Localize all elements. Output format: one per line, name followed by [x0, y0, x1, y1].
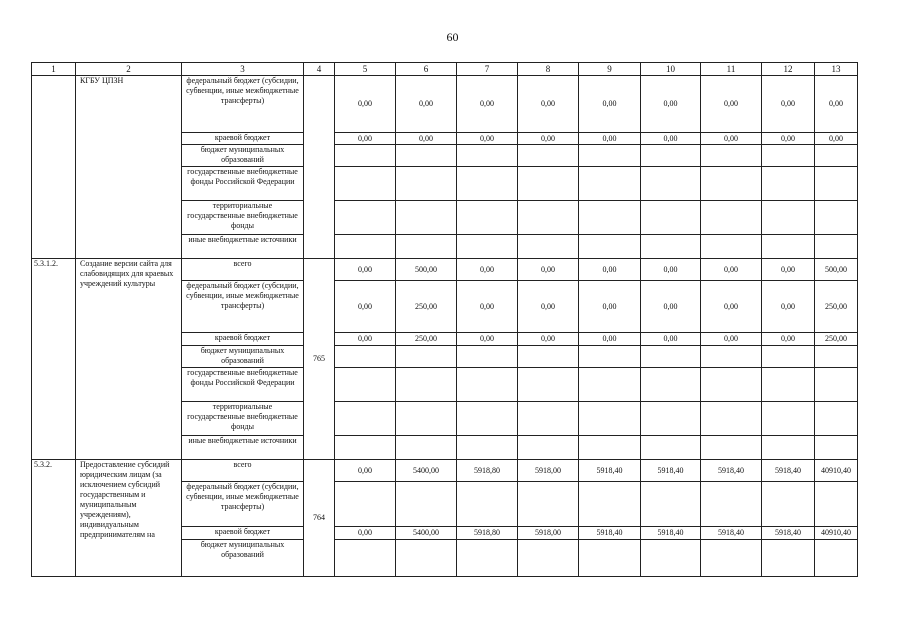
- value-cell: [815, 402, 858, 436]
- value-cell: 0,00: [335, 281, 396, 333]
- value-cell: 5918,00: [518, 527, 579, 540]
- value-cell: [762, 436, 815, 460]
- value-cell: [762, 540, 815, 577]
- value-cell: [335, 145, 396, 167]
- value-cell: [335, 482, 396, 527]
- value-cell: [335, 201, 396, 235]
- value-cell: 0,00: [641, 133, 701, 145]
- value-cell: [579, 368, 641, 402]
- header-row: [32, 63, 858, 76]
- value-cell: 5918,00: [518, 460, 579, 482]
- item-name: КГБУ ЦПЗН: [76, 76, 182, 259]
- value-cell: [396, 167, 457, 201]
- value-cell: 0,00: [518, 281, 579, 333]
- value-cell: 250,00: [815, 281, 858, 333]
- value-cell: 0,00: [335, 527, 396, 540]
- value-cell: [579, 540, 641, 577]
- funding-source: бюджет муниципальных образований: [182, 540, 304, 577]
- budget-table: [31, 62, 858, 577]
- value-cell: [335, 402, 396, 436]
- value-cell: [815, 201, 858, 235]
- value-cell: [579, 402, 641, 436]
- column-4-value: 765: [304, 259, 335, 460]
- value-cell: 0,00: [579, 281, 641, 333]
- value-cell: 0,00: [335, 259, 396, 281]
- table-row: [32, 76, 858, 133]
- funding-source: краевой бюджет: [182, 333, 304, 346]
- column-4-value: 764: [304, 460, 335, 577]
- value-cell: 0,00: [762, 76, 815, 133]
- value-cell: 250,00: [396, 333, 457, 346]
- value-cell: 5918,40: [641, 460, 701, 482]
- funding-source: территориальные государственные внебюджетные фонды: [182, 402, 304, 436]
- value-cell: 5918,40: [762, 460, 815, 482]
- value-cell: 0,00: [762, 333, 815, 346]
- item-code: [32, 76, 76, 259]
- value-cell: [579, 482, 641, 527]
- value-cell: [762, 145, 815, 167]
- value-cell: 0,00: [457, 76, 518, 133]
- value-cell: [641, 482, 701, 527]
- value-cell: 0,00: [335, 460, 396, 482]
- value-cell: [335, 368, 396, 402]
- value-cell: [762, 402, 815, 436]
- value-cell: 5918,80: [457, 527, 518, 540]
- value-cell: [457, 402, 518, 436]
- value-cell: 0,00: [518, 333, 579, 346]
- value-cell: 0,00: [701, 259, 762, 281]
- value-cell: [518, 368, 579, 402]
- value-cell: 250,00: [396, 281, 457, 333]
- column-header: 12: [762, 63, 815, 76]
- value-cell: [701, 402, 762, 436]
- value-cell: [457, 346, 518, 368]
- value-cell: 0,00: [762, 281, 815, 333]
- value-cell: [579, 436, 641, 460]
- value-cell: 0,00: [701, 281, 762, 333]
- value-cell: [701, 167, 762, 201]
- value-cell: [579, 346, 641, 368]
- value-cell: 0,00: [518, 76, 579, 133]
- funding-source: государственные внебюджетные фонды Российской Федерации: [182, 167, 304, 201]
- value-cell: [701, 346, 762, 368]
- value-cell: [701, 540, 762, 577]
- value-cell: [641, 235, 701, 259]
- funding-source: краевой бюджет: [182, 133, 304, 145]
- column-header: 11: [701, 63, 762, 76]
- value-cell: [641, 436, 701, 460]
- value-cell: 0,00: [762, 133, 815, 145]
- value-cell: [457, 482, 518, 527]
- value-cell: [518, 167, 579, 201]
- funding-source: иные внебюджетные источники: [182, 436, 304, 460]
- value-cell: [457, 201, 518, 235]
- value-cell: 0,00: [701, 333, 762, 346]
- value-cell: [335, 540, 396, 577]
- value-cell: 0,00: [579, 133, 641, 145]
- value-cell: [641, 402, 701, 436]
- funding-source: всего: [182, 460, 304, 482]
- value-cell: 0,00: [641, 281, 701, 333]
- column-header: 13: [815, 63, 858, 76]
- table-row: [32, 259, 858, 281]
- value-cell: [457, 540, 518, 577]
- value-cell: [396, 402, 457, 436]
- page-number: 60: [446, 30, 459, 44]
- column-header: 4: [304, 63, 335, 76]
- value-cell: 5918,80: [457, 460, 518, 482]
- value-cell: 0,00: [815, 133, 858, 145]
- item-name: Создание версии сайта для слабовидящих для краевых учреждений культуры: [76, 259, 182, 460]
- value-cell: 0,00: [641, 333, 701, 346]
- value-cell: 0,00: [457, 281, 518, 333]
- value-cell: [815, 346, 858, 368]
- value-cell: [641, 540, 701, 577]
- value-cell: [579, 201, 641, 235]
- item-code: 5.3.2.: [32, 460, 76, 577]
- value-cell: [701, 436, 762, 460]
- funding-source: территориальные государственные внебюджетные фонды: [182, 201, 304, 235]
- value-cell: [815, 436, 858, 460]
- value-cell: [815, 368, 858, 402]
- value-cell: 0,00: [701, 133, 762, 145]
- value-cell: [396, 145, 457, 167]
- column-4-value: [304, 76, 335, 259]
- value-cell: [518, 482, 579, 527]
- value-cell: [396, 235, 457, 259]
- funding-source: бюджет муниципальных образований: [182, 145, 304, 167]
- value-cell: [518, 145, 579, 167]
- funding-source: всего: [182, 259, 304, 281]
- value-cell: 5918,40: [641, 527, 701, 540]
- value-cell: 0,00: [641, 259, 701, 281]
- value-cell: [762, 368, 815, 402]
- value-cell: [396, 368, 457, 402]
- value-cell: [396, 201, 457, 235]
- funding-source: государственные внебюджетные фонды Российской Федерации: [182, 368, 304, 402]
- value-cell: [641, 346, 701, 368]
- value-cell: 0,00: [457, 259, 518, 281]
- value-cell: [762, 167, 815, 201]
- value-cell: [762, 201, 815, 235]
- value-cell: [396, 540, 457, 577]
- funding-source: краевой бюджет: [182, 527, 304, 540]
- value-cell: [762, 235, 815, 259]
- value-cell: 0,00: [457, 133, 518, 145]
- value-cell: 40910,40: [815, 527, 858, 540]
- value-cell: [518, 201, 579, 235]
- value-cell: [457, 167, 518, 201]
- value-cell: 0,00: [701, 76, 762, 133]
- value-cell: [701, 235, 762, 259]
- value-cell: [457, 368, 518, 402]
- value-cell: 0,00: [579, 259, 641, 281]
- value-cell: [335, 235, 396, 259]
- column-header: 6: [396, 63, 457, 76]
- value-cell: [641, 368, 701, 402]
- value-cell: 0,00: [396, 76, 457, 133]
- value-cell: [335, 346, 396, 368]
- funding-source: иные внебюджетные источники: [182, 235, 304, 259]
- value-cell: [701, 201, 762, 235]
- value-cell: [815, 167, 858, 201]
- value-cell: 0,00: [335, 76, 396, 133]
- value-cell: 40910,40: [815, 460, 858, 482]
- value-cell: [641, 145, 701, 167]
- value-cell: [579, 145, 641, 167]
- value-cell: [457, 436, 518, 460]
- value-cell: [815, 482, 858, 527]
- value-cell: [579, 167, 641, 201]
- item-name: Предоставление субсидий юридическим лицам (за исключением субсидий государственным и муниципальным учреждениям), индивидуальным предпринимателям на: [76, 460, 182, 577]
- value-cell: [641, 201, 701, 235]
- column-header: 3: [182, 63, 304, 76]
- column-header: 2: [76, 63, 182, 76]
- value-cell: 500,00: [396, 259, 457, 281]
- value-cell: [815, 540, 858, 577]
- value-cell: 5918,40: [701, 460, 762, 482]
- value-cell: [518, 402, 579, 436]
- value-cell: [335, 436, 396, 460]
- value-cell: 0,00: [457, 333, 518, 346]
- value-cell: 5918,40: [579, 460, 641, 482]
- value-cell: 0,00: [335, 333, 396, 346]
- value-cell: [762, 346, 815, 368]
- funding-source: федеральный бюджет (субсидии, субвенции, иные межбюджетные трансферты): [182, 482, 304, 527]
- table-row: [32, 460, 858, 482]
- value-cell: 5400,00: [396, 460, 457, 482]
- value-cell: 0,00: [335, 133, 396, 145]
- value-cell: [815, 145, 858, 167]
- value-cell: [518, 235, 579, 259]
- value-cell: [518, 436, 579, 460]
- value-cell: 0,00: [579, 76, 641, 133]
- value-cell: 0,00: [815, 76, 858, 133]
- value-cell: 0,00: [641, 76, 701, 133]
- value-cell: 0,00: [579, 333, 641, 346]
- column-header: 7: [457, 63, 518, 76]
- value-cell: [518, 540, 579, 577]
- value-cell: [701, 368, 762, 402]
- value-cell: [396, 346, 457, 368]
- value-cell: [457, 235, 518, 259]
- value-cell: [457, 145, 518, 167]
- funding-source: федеральный бюджет (субсидии, субвенции, иные межбюджетные трансферты): [182, 281, 304, 333]
- value-cell: [701, 482, 762, 527]
- funding-source: бюджет муниципальных образований: [182, 346, 304, 368]
- item-code: 5.3.1.2.: [32, 259, 76, 460]
- value-cell: [335, 167, 396, 201]
- value-cell: [396, 436, 457, 460]
- value-cell: [579, 235, 641, 259]
- value-cell: 0,00: [396, 133, 457, 145]
- value-cell: 5918,40: [701, 527, 762, 540]
- value-cell: 500,00: [815, 259, 858, 281]
- value-cell: 0,00: [518, 259, 579, 281]
- column-header: 8: [518, 63, 579, 76]
- value-cell: [701, 145, 762, 167]
- value-cell: 250,00: [815, 333, 858, 346]
- value-cell: 5400,00: [396, 527, 457, 540]
- column-header: 5: [335, 63, 396, 76]
- column-header: 1: [32, 63, 76, 76]
- value-cell: [396, 482, 457, 527]
- value-cell: [762, 482, 815, 527]
- value-cell: [641, 167, 701, 201]
- column-header: 10: [641, 63, 701, 76]
- value-cell: 5918,40: [579, 527, 641, 540]
- value-cell: [518, 346, 579, 368]
- value-cell: [815, 235, 858, 259]
- value-cell: 0,00: [518, 133, 579, 145]
- value-cell: 0,00: [762, 259, 815, 281]
- column-header: 9: [579, 63, 641, 76]
- funding-source: федеральный бюджет (субсидии, субвенции, иные межбюджетные трансферты): [182, 76, 304, 133]
- value-cell: 5918,40: [762, 527, 815, 540]
